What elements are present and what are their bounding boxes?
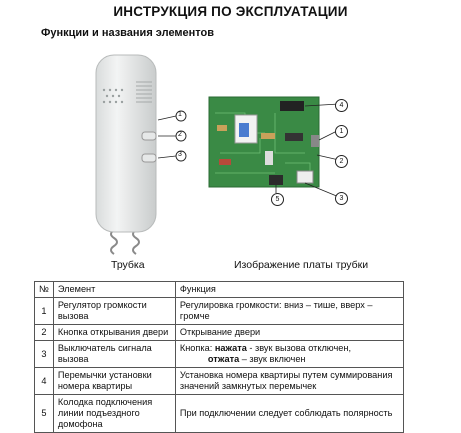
table-row [35,298,404,325]
handset-caption: Трубка [111,259,145,271]
table-row [35,325,404,341]
row-element: Перемычки установки номера квартиры [53,368,175,395]
row-num: 3 [35,341,54,368]
section-subtitle: Функции и названия элементов [41,27,215,39]
state-released-text: – звук включен [239,354,306,364]
board-caption: Изображение платы трубки [234,259,369,271]
row-num: 5 [35,395,54,433]
board-callout-3: 3 [335,192,348,205]
state-pressed: нажата [214,343,247,353]
board-callout-5: 5 [271,193,284,206]
handset-callout-3: 3 [178,151,182,158]
table-header-row [35,282,404,298]
row-function: Установка номера квартиры путем суммирования значений замкнутых перемычек [175,368,403,395]
header-function: Функция [175,282,403,298]
row-function: При подключении следует соблюдать полярность [175,395,403,433]
row-function: Открывание двери [175,325,403,341]
table-row [35,341,404,368]
row-function: Регулировка громкости: вниз – тише, вверх – громче [175,298,403,325]
function-prefix: Кнопка: [179,343,213,353]
row-function [175,341,403,368]
board-callout-1: 1 [335,125,348,138]
state-released: отжата [207,354,240,364]
header-element: Элемент [53,282,175,298]
board-callout-2: 2 [335,155,348,168]
functions-table [34,281,404,433]
row-element: Колодка подключения линии подъездного домофона [53,395,175,433]
handset-callout-1: 1 [178,111,182,118]
row-element: Кнопка открывания двери [53,325,175,341]
table-row [35,368,404,395]
page-title: ИНСТРУКЦИЯ ПО ЭКСПЛУАТАЦИИ [113,4,348,19]
row-element: Регулятор громкости вызова [53,298,175,325]
row-num: 1 [35,298,54,325]
row-num: 2 [35,325,54,341]
board-callout-4: 4 [335,99,348,112]
table-row [35,395,404,433]
header-num: № [35,282,54,298]
handset-callout-2: 2 [178,131,182,138]
state-pressed-text: - звук вызова отключен, [246,343,352,353]
row-element: Выключатель сигнала вызова [53,341,175,368]
row-num: 4 [35,368,54,395]
